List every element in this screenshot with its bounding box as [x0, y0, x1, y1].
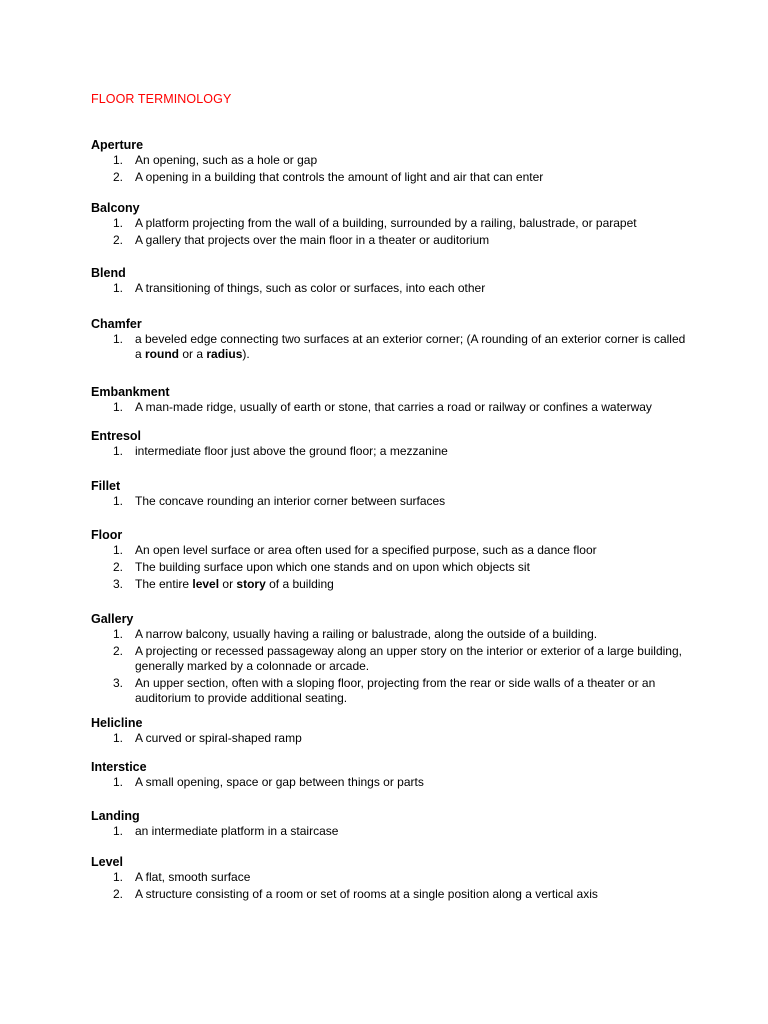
glossary-entry — [91, 384, 691, 417]
definition-text: A narrow balcony, usually having a railing or balustrade, along the outside of a building. — [135, 627, 598, 641]
definition-list — [91, 332, 691, 362]
definition-item — [91, 560, 691, 575]
definition-text: An opening, such as a hole or gap — [135, 153, 318, 167]
definition-text: of a building — [265, 577, 334, 591]
list-number: 1. — [113, 400, 124, 414]
glossary-entry — [91, 316, 691, 364]
glossary-entry — [91, 715, 691, 748]
list-number: 2. — [113, 644, 124, 658]
definition-text: or a — [179, 347, 207, 361]
definition-text: A structure consisting of a room or set of rooms at a single position along a vertical axis — [135, 887, 598, 901]
list-number: 1. — [113, 281, 124, 295]
definition-list — [91, 775, 691, 790]
list-number: 2. — [113, 170, 124, 184]
definition-item — [91, 824, 691, 839]
list-number: 1. — [113, 775, 124, 789]
definition-list — [91, 444, 691, 459]
term-heading: Embankment — [91, 385, 170, 399]
definition-list — [91, 870, 691, 902]
definition-item — [91, 332, 691, 362]
glossary-entry — [91, 527, 691, 594]
definition-item — [91, 494, 691, 509]
glossary-entry — [91, 854, 691, 904]
list-number: 1. — [113, 543, 124, 557]
definition-list — [91, 731, 691, 746]
definition-list — [91, 543, 691, 592]
definition-text: a beveled edge connecting two surfaces at an exterior corner; (A rounding of an exterior corner is called a — [135, 332, 686, 361]
glossary-entry — [91, 200, 691, 250]
term-heading: Helicline — [91, 716, 143, 730]
term-heading: Blend — [91, 266, 126, 280]
definition-list — [91, 153, 691, 185]
definition-text: A small opening, space or gap between things or parts — [135, 775, 424, 789]
list-number: 3. — [113, 676, 124, 690]
definition-item — [91, 627, 691, 642]
list-number: 1. — [113, 332, 124, 346]
definition-list — [91, 824, 691, 839]
definition-item — [91, 400, 691, 415]
definition-text: A transitioning of things, such as color or surfaces, into each other — [135, 281, 486, 295]
definition-item — [91, 644, 691, 674]
definition-text: A flat, smooth surface — [135, 870, 251, 884]
term-heading: Balcony — [91, 201, 140, 215]
definition-text: an intermediate platform in a staircase — [135, 824, 339, 838]
definition-item — [91, 887, 691, 902]
list-number: 1. — [113, 494, 124, 508]
definition-list — [91, 216, 691, 248]
glossary-entry — [91, 759, 691, 792]
definition-text: The concave rounding an interior corner between surfaces — [135, 494, 446, 508]
definition-text: A platform projecting from the wall of a building, surrounded by a railing, balustrade, or parapet — [135, 216, 637, 230]
glossary-entry — [91, 808, 691, 841]
glossary-entry — [91, 265, 691, 298]
bold-term: round — [145, 347, 180, 361]
definition-text: intermediate floor just above the ground floor; a mezzanine — [135, 444, 448, 458]
list-number: 2. — [113, 887, 124, 901]
definition-item — [91, 153, 691, 168]
definition-text: A man-made ridge, usually of earth or stone, that carries a road or railway or confines a waterway — [135, 400, 652, 414]
term-heading: Aperture — [91, 138, 144, 152]
definition-list — [91, 400, 691, 415]
definition-text: A projecting or recessed passageway along an upper story on the interior or exterior of a large building, generally marked by a colonnade or arcade. — [135, 644, 682, 673]
definition-text: or — [219, 577, 237, 591]
definition-item — [91, 577, 691, 592]
definition-item — [91, 775, 691, 790]
definition-text: A gallery that projects over the main floor in a theater or auditorium — [135, 233, 490, 247]
definition-text: The entire — [135, 577, 193, 591]
definition-item — [91, 216, 691, 231]
term-heading: Floor — [91, 528, 123, 542]
list-number: 1. — [113, 731, 124, 745]
list-number: 1. — [113, 444, 124, 458]
bold-term: story — [236, 577, 266, 591]
definition-item — [91, 444, 691, 459]
list-number: 1. — [113, 216, 124, 230]
definition-text: A opening in a building that controls the amount of light and air that can enter — [135, 170, 544, 184]
term-heading: Gallery — [91, 612, 134, 626]
definition-item — [91, 543, 691, 558]
definition-text: ). — [242, 347, 250, 361]
definition-list — [91, 627, 691, 706]
definition-item — [91, 281, 691, 296]
bold-term: level — [192, 577, 220, 591]
term-heading: Entresol — [91, 429, 142, 443]
glossary-entry — [91, 478, 691, 511]
list-number: 3. — [113, 577, 124, 591]
term-heading: Interstice — [91, 760, 147, 774]
list-number: 1. — [113, 627, 124, 641]
page-title: FLOOR TERMINOLOGY — [91, 92, 232, 106]
definition-item — [91, 170, 691, 185]
definition-item — [91, 731, 691, 746]
term-heading: Landing — [91, 809, 140, 823]
glossary-entry — [91, 137, 691, 187]
definition-item — [91, 870, 691, 885]
term-heading: Chamfer — [91, 317, 142, 331]
definition-text: A curved or spiral-shaped ramp — [135, 731, 302, 745]
list-number: 2. — [113, 233, 124, 247]
list-number: 1. — [113, 870, 124, 884]
glossary-entry — [91, 428, 691, 461]
term-heading: Level — [91, 855, 123, 869]
definition-item — [91, 233, 691, 248]
term-heading: Fillet — [91, 479, 121, 493]
definition-list — [91, 494, 691, 509]
definition-text: The building surface upon which one stands and on upon which objects sit — [135, 560, 530, 574]
definition-item — [91, 676, 691, 706]
list-number: 2. — [113, 560, 124, 574]
list-number: 1. — [113, 153, 124, 167]
bold-term: radius — [206, 347, 243, 361]
definition-text: An upper section, often with a sloping floor, projecting from the rear or side walls of a theater or an auditorium to provide additional seating. — [135, 676, 656, 705]
definition-list — [91, 281, 691, 296]
glossary-entry — [91, 611, 691, 708]
definition-text: An open level surface or area often used for a specified purpose, such as a dance floor — [135, 543, 597, 557]
list-number: 1. — [113, 824, 124, 838]
